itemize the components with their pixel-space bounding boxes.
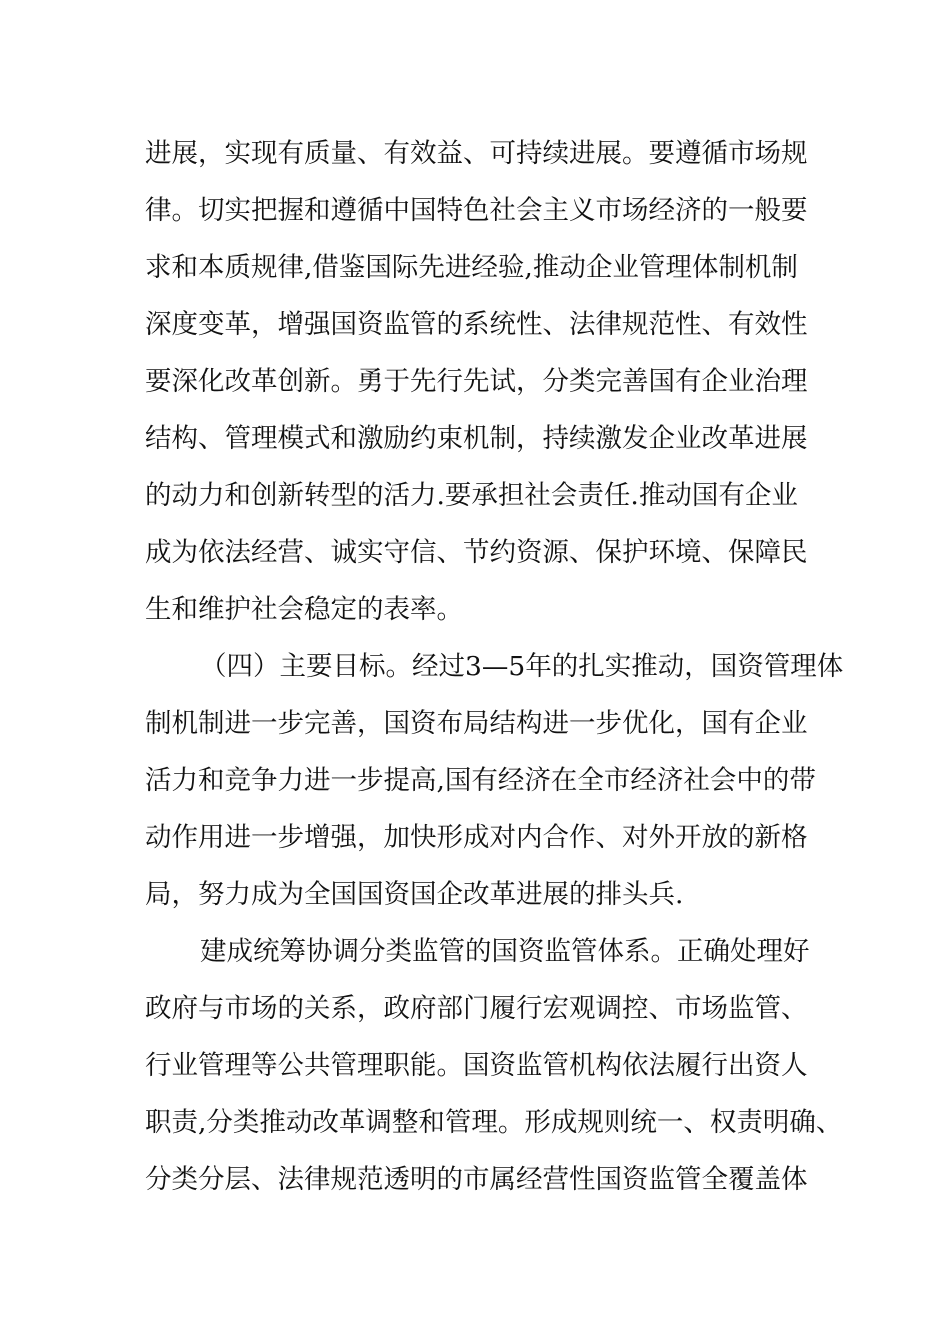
body-text-line: 活力和竞争力进一步提高,国有经济在全市经济社会中的带 bbox=[145, 765, 816, 796]
body-text-line: 成为依法经营、诚实守信、节约资源、保护环境、保障民 bbox=[145, 537, 808, 568]
section-heading-line: （四）主要目标。经过3—5年的扎实推动，国资管理体 bbox=[200, 651, 844, 682]
body-text-line: 生和维护社会稳定的表率。 bbox=[145, 594, 463, 625]
body-text-line: 行业管理等公共管理职能。国资监管机构依法履行出资人 bbox=[145, 1050, 808, 1081]
body-text-line: 律。切实把握和遵循中国特色社会主义市场经济的一般要 bbox=[145, 195, 808, 226]
paragraph-first-line: 建成统筹协调分类监管的国资监管体系。正确处理好 bbox=[200, 936, 810, 967]
body-text-line: 职责,分类推动改革调整和管理。形成规则统一、权责明确、 bbox=[145, 1107, 843, 1138]
body-text-line: 的动力和创新转型的活力.要承担社会责任.推动国有企业 bbox=[145, 480, 798, 511]
body-text-line: 要深化改革创新。勇于先行先试，分类完善国有企业治理 bbox=[145, 366, 808, 397]
body-text-line: 结构、管理模式和激励约束机制，持续激发企业改革进展 bbox=[145, 423, 808, 454]
body-text-line: 进展，实现有质量、有效益、可持续进展。要遵循市场规 bbox=[145, 138, 808, 169]
body-text-line: 政府与市场的关系，政府部门履行宏观调控、市场监管、 bbox=[145, 993, 808, 1024]
body-text-line: 制机制进一步完善，国资布局结构进一步优化，国有企业 bbox=[145, 708, 808, 739]
body-text-line: 求和本质规律,借鉴国际先进经验,推动企业管理体制机制 bbox=[145, 252, 798, 283]
body-text-line: 分类分层、法律规范透明的市属经营性国资监管全覆盖体 bbox=[145, 1164, 808, 1195]
body-text-line: 深度变革，增强国资监管的系统性、法律规范性、有效性 bbox=[145, 309, 808, 340]
body-text-line: 局，努力成为全国国资国企改革进展的排头兵. bbox=[145, 879, 684, 910]
body-text-line: 动作用进一步增强，加快形成对内合作、对外开放的新格 bbox=[145, 822, 808, 853]
